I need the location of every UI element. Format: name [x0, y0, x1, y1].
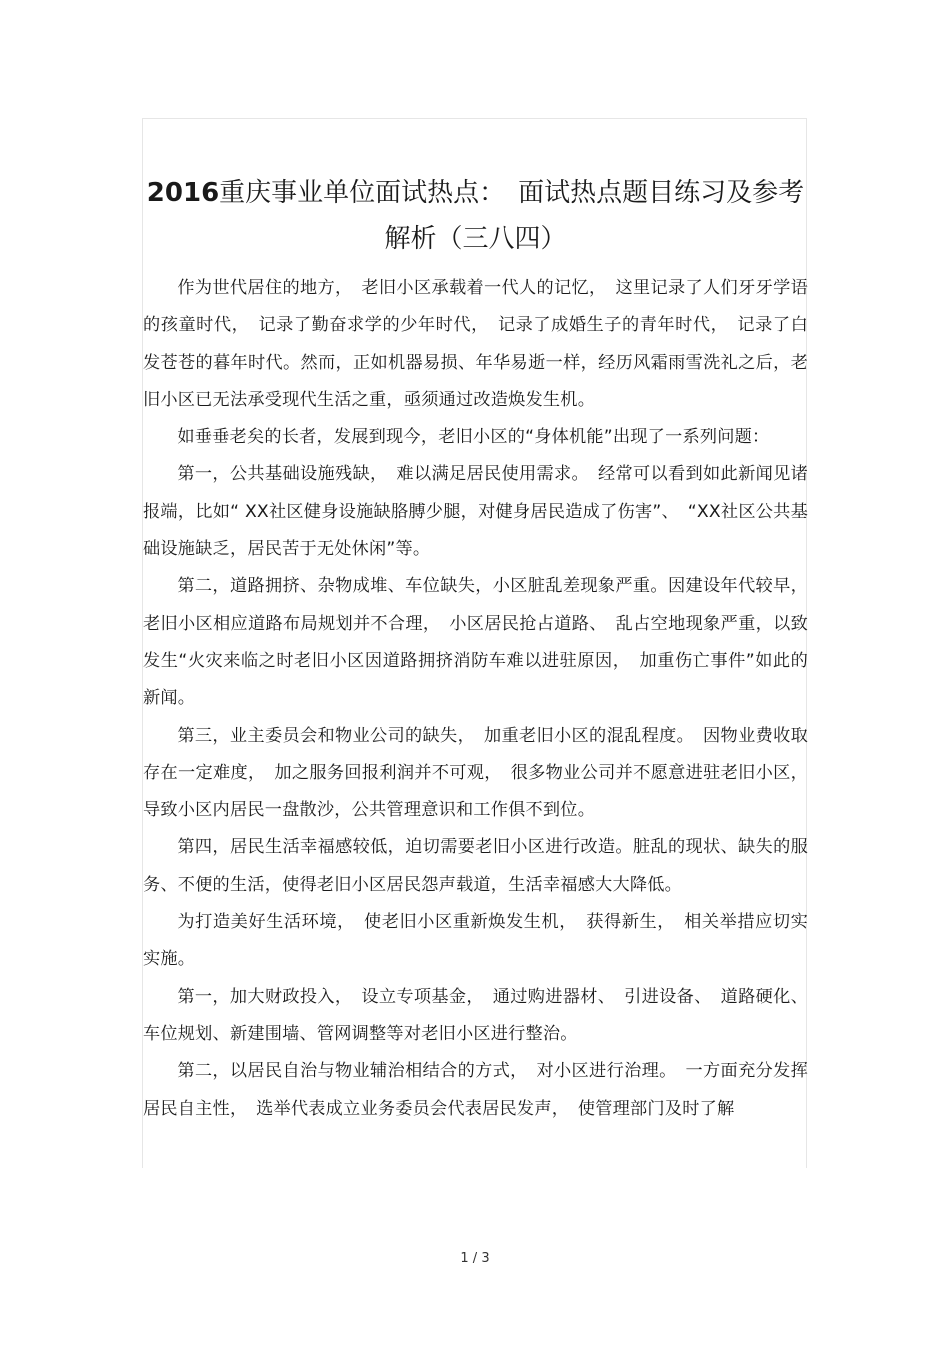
paragraph: 为打造美好生活环境， 使老旧小区重新焕发生机， 获得新生， 相关举措应切实实施。 — [143, 912, 808, 970]
paragraph: 第一，公共基础设施残缺， 难以满足居民使用需求。 经常可以看到如此新闻见诸报端，比如“ XX社区健身设施缺胳膊少腿，对健身居民造成了伤害”、 “XX社区公共基础设施缺乏，居民苦于无处休闲”等。 — [143, 464, 808, 560]
document-body — [143, 170, 808, 1128]
paragraph: 第二，道路拥挤、杂物成堆、车位缺失，小区脏乱差现象严重。因建设年代较早，老旧小区相应道路布局规划并不合理， 小区居民抢占道路、 乱占空地现象严重，以致发生“火灾来临之时老旧小区因道路拥挤消防车难以进驻原因， 加重伤亡事件”如此的新闻。 — [143, 576, 808, 709]
paragraph: 第一，加大财政投入， 设立专项基金， 通过购进器材、 引进设备、 道路硬化、车位规划、新建围墙、管网调整等对老旧小区进行整治。 — [143, 986, 808, 1044]
page-number: 1 / 3 — [460, 1251, 490, 1266]
paragraph: 作为世代居住的地方， 老旧小区承载着一代人的记忆， 这里记录了人们牙牙学语的孩童时代， 记录了勤奋求学的少年时代， 记录了成婚生子的青年时代， 记录了白发苍苍的暮年时代。然而，正如机器易损、年华易逝一样，经历风霜雨雪洗礼之后，老旧小区已无法承受现代生活之重，亟须通过改造焕发生机。 — [143, 278, 808, 410]
article-text — [143, 270, 808, 1128]
title-text: 重庆事业单位面试热点： 面试热点题目练习及参考解析（三八四） — [219, 178, 805, 254]
document-title — [143, 170, 808, 262]
paragraph: 第二，以居民自治与物业辅治相结合的方式， 对小区进行治理。 一方面充分发挥居民自主性， 选举代表成立业务委员会代表居民发声， 使管理部门及时了解 — [143, 1061, 808, 1119]
paragraph: 第四，居民生活幸福感较低，迫切需要老旧小区进行改造。脏乱的现状、缺失的服务、不便的生活，使得老旧小区居民怨声载道，生活幸福感大大降低。 — [143, 837, 808, 895]
title-year: 2016 — [146, 178, 220, 208]
paragraph: 第三，业主委员会和物业公司的缺失， 加重老旧小区的混乱程度。 因物业费收取存在一定难度， 加之服务回报利润并不可观， 很多物业公司并不愿意进驻老旧小区，导致小区内居民一盘散沙，公共管理意识和工作俱不到位。 — [143, 725, 808, 821]
paragraph: 如垂垂老矣的长者，发展到现今，老旧小区的“身体机能”出现了一系列问题： — [177, 427, 770, 448]
